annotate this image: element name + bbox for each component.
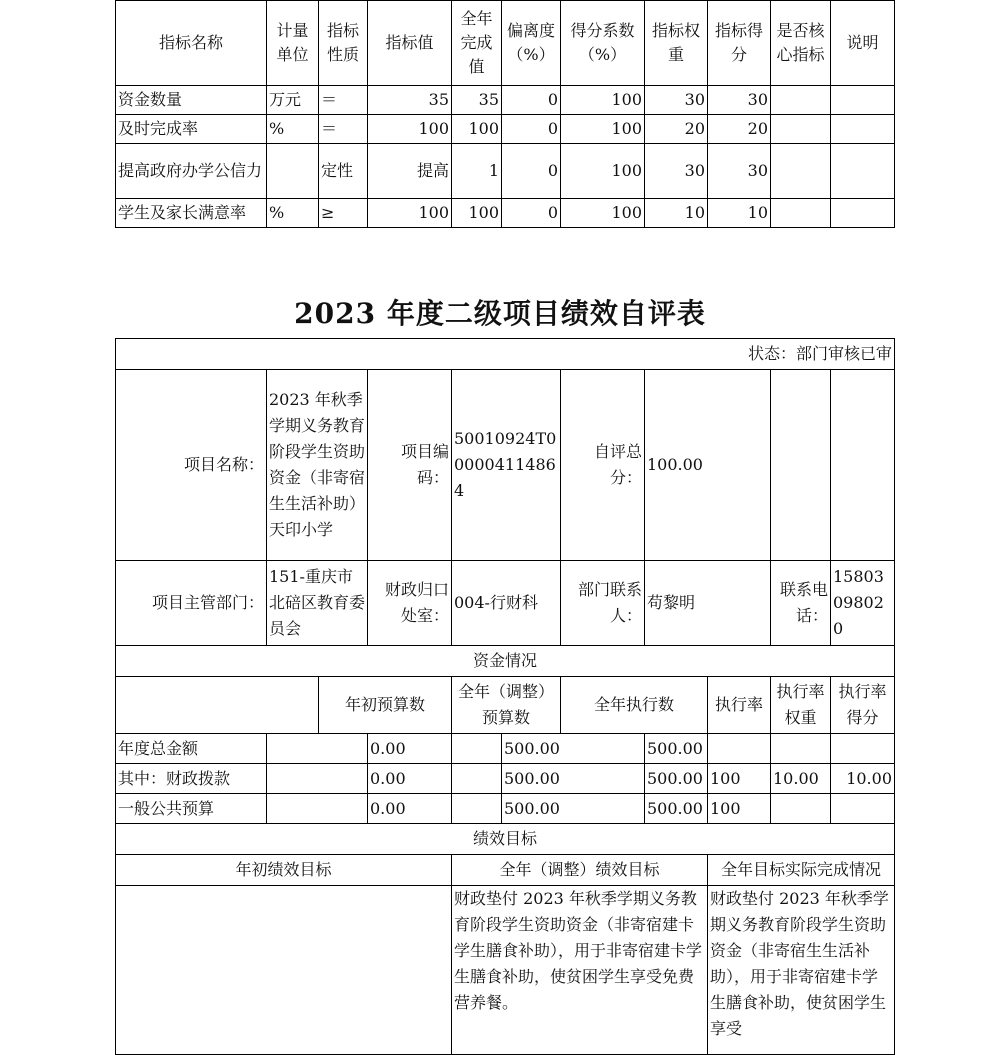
funds-header-initial: 年初预算数 (319, 677, 452, 734)
indicator-unit: % (267, 199, 319, 228)
indicator-actual: 35 (452, 86, 502, 115)
self-score-label: 自评总分： (561, 370, 645, 561)
goals-header-actual: 全年目标实际完成情况 (708, 855, 895, 886)
indicator-weight: 30 (645, 86, 708, 115)
indicator-deviation: 0 (502, 199, 561, 228)
indicator-actual: 1 (452, 144, 502, 199)
empty-cell (267, 794, 368, 824)
indicator-actual: 100 (452, 199, 502, 228)
funds-header-adjusted: 全年（调整）预算数 (452, 677, 561, 734)
table-row (116, 144, 895, 199)
funds-executed: 500.00 (645, 794, 708, 824)
header-actual: 全年完成值 (452, 1, 502, 86)
indicator-actual: 100 (452, 115, 502, 144)
indicator-coef: 100 (561, 115, 645, 144)
indicator-coef: 100 (561, 199, 645, 228)
funds-header-row (116, 677, 895, 734)
indicator-deviation: 0 (502, 115, 561, 144)
funds-row-label: 年度总金额 (116, 734, 267, 764)
empty-cell (831, 370, 895, 561)
status-row (116, 339, 895, 370)
funds-header-executed: 全年执行数 (561, 677, 708, 734)
empty-cell (267, 764, 368, 794)
indicator-note (831, 144, 895, 199)
indicator-note (831, 86, 895, 115)
goals-section-label: 绩效目标 (116, 824, 895, 855)
funds-header-weight: 执行率权重 (771, 677, 831, 734)
contact-value: 苟黎明 (645, 561, 771, 646)
department-row (116, 561, 895, 646)
indicator-core (771, 115, 831, 144)
indicator-nature: 定性 (319, 144, 368, 199)
funds-section-label: 资金情况 (116, 646, 895, 677)
self-score-value: 100.00 (645, 370, 771, 561)
indicator-score: 30 (708, 86, 771, 115)
table-row (116, 86, 895, 115)
self-evaluation-table (115, 338, 895, 1055)
indicator-nature: ＝ (319, 115, 368, 144)
goals-actual-text: 财政垫付 2023 年秋季学期义务教育阶段学生资助资金（非寄宿生生活补助），用于非寄宿建卡学生膳食补助，使贫困学生享受 (708, 886, 895, 1055)
status-text: 状态：部门审核已审 (116, 339, 895, 370)
funds-executed: 500.00 (645, 764, 708, 794)
indicator-note (831, 199, 895, 228)
goals-header-row (116, 855, 895, 886)
indicator-name: 提高政府办学公信力 (116, 144, 267, 199)
funds-score (831, 734, 895, 764)
funds-initial: 0.00 (368, 734, 452, 764)
funds-row-label: 其中：财政拨款 (116, 764, 267, 794)
indicator-nature: ≥ (319, 199, 368, 228)
contact-label: 部门联系人： (561, 561, 645, 646)
table-row (116, 199, 895, 228)
project-name-label: 项目名称： (116, 370, 267, 561)
indicator-weight: 10 (645, 199, 708, 228)
indicator-score: 10 (708, 199, 771, 228)
empty-cell (116, 677, 319, 734)
empty-cell (452, 794, 502, 824)
header-coef: 得分系数（%） (561, 1, 645, 86)
funds-adjusted: 500.00 (502, 764, 645, 794)
dept-value: 151-重庆市北碚区教育委员会 (267, 561, 368, 646)
funds-section-row (116, 646, 895, 677)
project-name-value: 2023 年秋季学期义务教育阶段学生资助资金（非寄宿生生活补助）天印小学 (267, 370, 368, 561)
goals-content-row (116, 886, 895, 1055)
phone-value: 15803098020 (831, 561, 895, 646)
funds-score: 10.00 (831, 764, 895, 794)
project-info-row (116, 370, 895, 561)
funds-rate (708, 734, 771, 764)
header-nature: 指标性质 (319, 1, 368, 86)
table-row (116, 115, 895, 144)
funds-weight (771, 734, 831, 764)
indicator-weight: 30 (645, 144, 708, 199)
project-code-value: 50010924T000004114864 (452, 370, 561, 561)
empty-cell (771, 370, 831, 561)
empty-cell (452, 764, 502, 794)
funds-initial: 0.00 (368, 764, 452, 794)
indicator-coef: 100 (561, 144, 645, 199)
funds-header-score: 执行率得分 (831, 677, 895, 734)
finance-office-label: 财政归口处室： (368, 561, 452, 646)
table-row (116, 734, 895, 764)
indicator-coef: 100 (561, 86, 645, 115)
funds-weight: 10.00 (771, 764, 831, 794)
funds-header-rate: 执行率 (708, 677, 771, 734)
header-value: 指标值 (368, 1, 452, 86)
indicator-core (771, 144, 831, 199)
table-row (116, 764, 895, 794)
header-unit: 计量单位 (267, 1, 319, 86)
indicator-unit (267, 144, 319, 199)
indicator-deviation: 0 (502, 144, 561, 199)
goals-adjusted-text: 财政垫付 2023 年秋季学期义务教育阶段学生资助资金（非寄宿建卡学生膳食补助），用于非寄宿建卡学生膳食补助，使贫困学生享受免费营养餐。 (452, 886, 708, 1055)
header-indicator-name: 指标名称 (116, 1, 267, 86)
indicator-score: 30 (708, 144, 771, 199)
indicator-note (831, 115, 895, 144)
indicator-core (771, 199, 831, 228)
indicator-name: 资金数量 (116, 86, 267, 115)
funds-executed: 500.00 (645, 734, 708, 764)
goals-section-row (116, 824, 895, 855)
page-title: 2023 年度二级项目绩效自评表 (294, 297, 706, 330)
empty-cell (267, 734, 368, 764)
header-deviation: 偏离度（%） (502, 1, 561, 86)
indicator-name: 学生及家长满意率 (116, 199, 267, 228)
indicator-value: 提高 (368, 144, 452, 199)
funds-row-label: 一般公共预算 (116, 794, 267, 824)
indicator-unit: 万元 (267, 86, 319, 115)
finance-office-value: 004-行财科 (452, 561, 561, 646)
funds-initial: 0.00 (368, 794, 452, 824)
indicator-header-row (116, 1, 895, 86)
funds-score (831, 794, 895, 824)
indicator-core (771, 86, 831, 115)
goals-header-adjusted: 全年（调整）绩效目标 (452, 855, 708, 886)
indicator-deviation: 0 (502, 86, 561, 115)
header-score: 指标得分 (708, 1, 771, 86)
goals-initial-text (116, 886, 452, 1055)
funds-weight (771, 794, 831, 824)
funds-adjusted: 500.00 (502, 734, 645, 764)
indicator-name: 及时完成率 (116, 115, 267, 144)
indicator-score: 20 (708, 115, 771, 144)
header-weight: 指标权重 (645, 1, 708, 86)
header-core: 是否核心指标 (771, 1, 831, 86)
funds-rate: 100 (708, 764, 771, 794)
funds-rate: 100 (708, 794, 771, 824)
phone-label: 联系电话： (771, 561, 831, 646)
indicator-value: 35 (368, 86, 452, 115)
empty-cell (452, 734, 502, 764)
table-row (116, 794, 895, 824)
indicator-value: 100 (368, 199, 452, 228)
indicator-value: 100 (368, 115, 452, 144)
indicator-unit: % (267, 115, 319, 144)
indicator-weight: 20 (645, 115, 708, 144)
indicator-table (115, 0, 895, 228)
funds-adjusted: 500.00 (502, 794, 645, 824)
dept-label: 项目主管部门： (116, 561, 267, 646)
project-code-label: 项目编码： (368, 370, 452, 561)
indicator-nature: ＝ (319, 86, 368, 115)
header-note: 说明 (831, 1, 895, 86)
goals-header-initial: 年初绩效目标 (116, 855, 452, 886)
